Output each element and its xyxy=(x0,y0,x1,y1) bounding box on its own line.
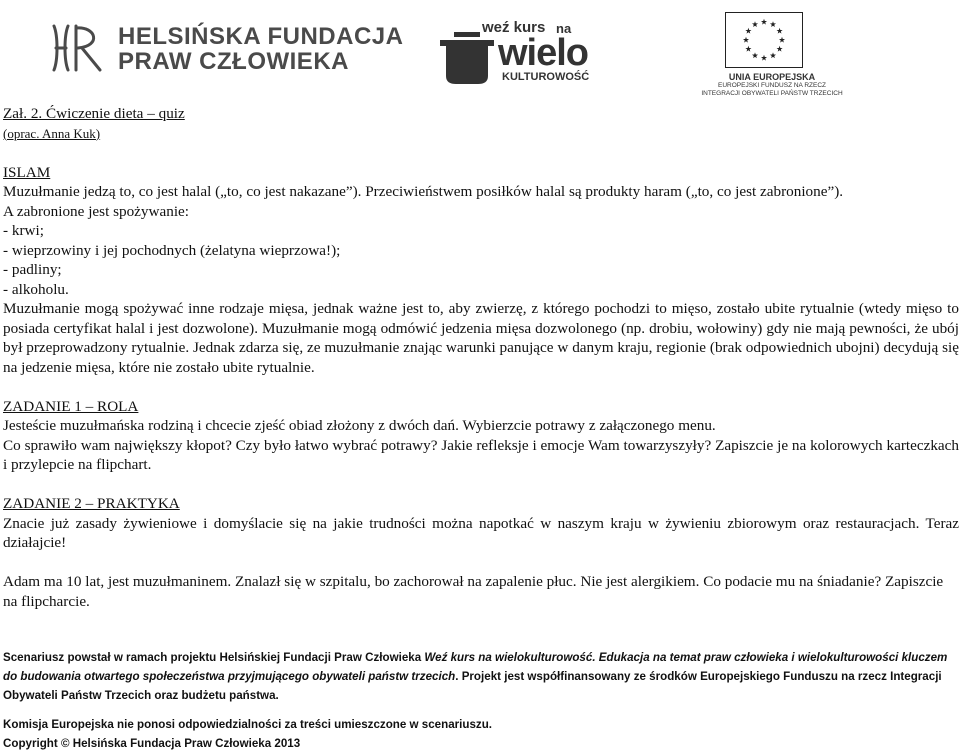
wk-na-text: na xyxy=(556,21,572,36)
wk-top-text: weź kurs xyxy=(482,19,546,36)
paragraph-forbidden: A zabronione jest spożywanie: xyxy=(3,202,189,220)
eu-flag-icon xyxy=(725,12,803,68)
eu-line1: UNIA EUROPEJSKA xyxy=(728,72,816,82)
eu-caption xyxy=(662,72,882,97)
hfpc-logo-text xyxy=(118,24,403,74)
task2-paragraph2: Adam ma 10 lat, jest muzułmaninem. Znalazł się w szpitalu, bo zachorował na zapalenie płuc. Nie jest alergikiem. Co podacie mu na śniadanie? Zapiszcie na flipcharcie. xyxy=(3,573,944,610)
footer-copyright: Copyright © Helsińska Fundacja Praw Człowieka 2013 xyxy=(3,737,301,750)
footer-disclaimer: Komisja Europejska nie ponosi odpowiedzialności za treści umieszczone w scenariuszu. xyxy=(3,718,493,731)
wk-main-text: wielo xyxy=(498,32,589,74)
eu-line2: EUROPEJSKI FUNDUSZ NA RZECZ xyxy=(718,82,826,89)
task2-title: ZADANIE 2 – PRAKTYKA xyxy=(3,495,180,512)
footer xyxy=(3,648,959,753)
document-body xyxy=(3,104,959,611)
task1-paragraph2: Co sprawiło wam największy kłopot? Czy było łatwo wybrać potrawy? Jakie refleksje i emocje Wam towarzyszyły? Zapiszcie je na kolorowych karteczkach i przylepcie na flipchart. xyxy=(3,436,959,473)
footer-project-note xyxy=(3,648,959,705)
eu-line3: INTEGRACJI OBYWATELI PAŃSTW TRZECICH xyxy=(701,89,843,97)
hfpc-logo-mark xyxy=(50,22,112,74)
doc-title: Zał. 2. Ćwiczenie dieta – quiz xyxy=(3,105,185,122)
list-item: - alkoholu. xyxy=(3,280,69,298)
wk-sub-text: KULTUROWOŚĆ xyxy=(502,71,590,83)
task1-paragraph1: Jesteście muzułmańska rodziną i chcecie zjeść obiad złożony z dwóch dań. Wybierzcie potrawy z załączonego menu. xyxy=(3,417,716,434)
paragraph-meat: Muzułmanie mogą spożywać inne rodzaje mięsa, jednak ważne jest to, aby zwierzę, z którego pochodzi to mięso, zostało ubite rytualnie (wtedy mięso to posiada certyfikat halal i jest dozwolone). Muzułmanie mogą odmówić jedzenia mięsa dozwolonego (np. drobiu, wołowiny) gdy nie mają pewności, że ubój był przeprowadzony rytualnie. Jednak zdarza się, ze muzułmanie znając warunki panujące w danym kraju, regionie (brak odpowiednich ubojni) decydują się na jedzenie mięsa, które nie zostało ubite rytualnie. xyxy=(3,300,959,376)
list-item: - padliny; xyxy=(3,261,62,278)
doc-author: (oprac. Anna Kuk) xyxy=(3,125,101,141)
hfpc-line1: HELSIŃSKA FUNDACJA xyxy=(118,23,404,50)
list-item: - wieprzowiny i jej pochodnych (żelatyna wieprzowa!); xyxy=(3,241,341,259)
list-item: - krwi; xyxy=(3,222,44,239)
hfpc-line2: PRAW CZŁOWIEKA xyxy=(118,48,349,75)
paragraph-halal: Muzułmanie jedzą to, co jest halal („to, co jest nakazane”). Przeciwieństwem posiłków halal są produkty haram („to, co jest zabronione”). xyxy=(3,183,844,200)
footer-project-title: Weź kurs na wielokulturowość. Edukacja na temat praw człowieka i wielokulturowości kluczem do budowania otwartego społeczeństwa przyjmującego obywateli państw trzecich xyxy=(3,651,948,683)
footer-part-a: Scenariusz powstał w ramach projektu Helsińskiej Fundacji Praw Człowieka xyxy=(3,651,425,664)
section-islam: ISLAM xyxy=(3,163,51,181)
wielokulturowosc-logo xyxy=(438,18,600,88)
task1-title: ZADANIE 1 – ROLA xyxy=(3,397,139,415)
task2-paragraph1: Znacie już zasady żywieniowe i domyślacie się na jakie trudności można napotkać w naszym kraju w żywieniu zbiorowym oraz restauracjach. Teraz działajcie! xyxy=(3,514,959,551)
footer-part-c: . Projekt jest współfinansowany ze środków Europejskiego Funduszu na rzecz Integracji Obywateli Państw Trzecich oraz budżetu państwa. xyxy=(3,670,942,702)
wk-pot-icon xyxy=(440,32,494,84)
